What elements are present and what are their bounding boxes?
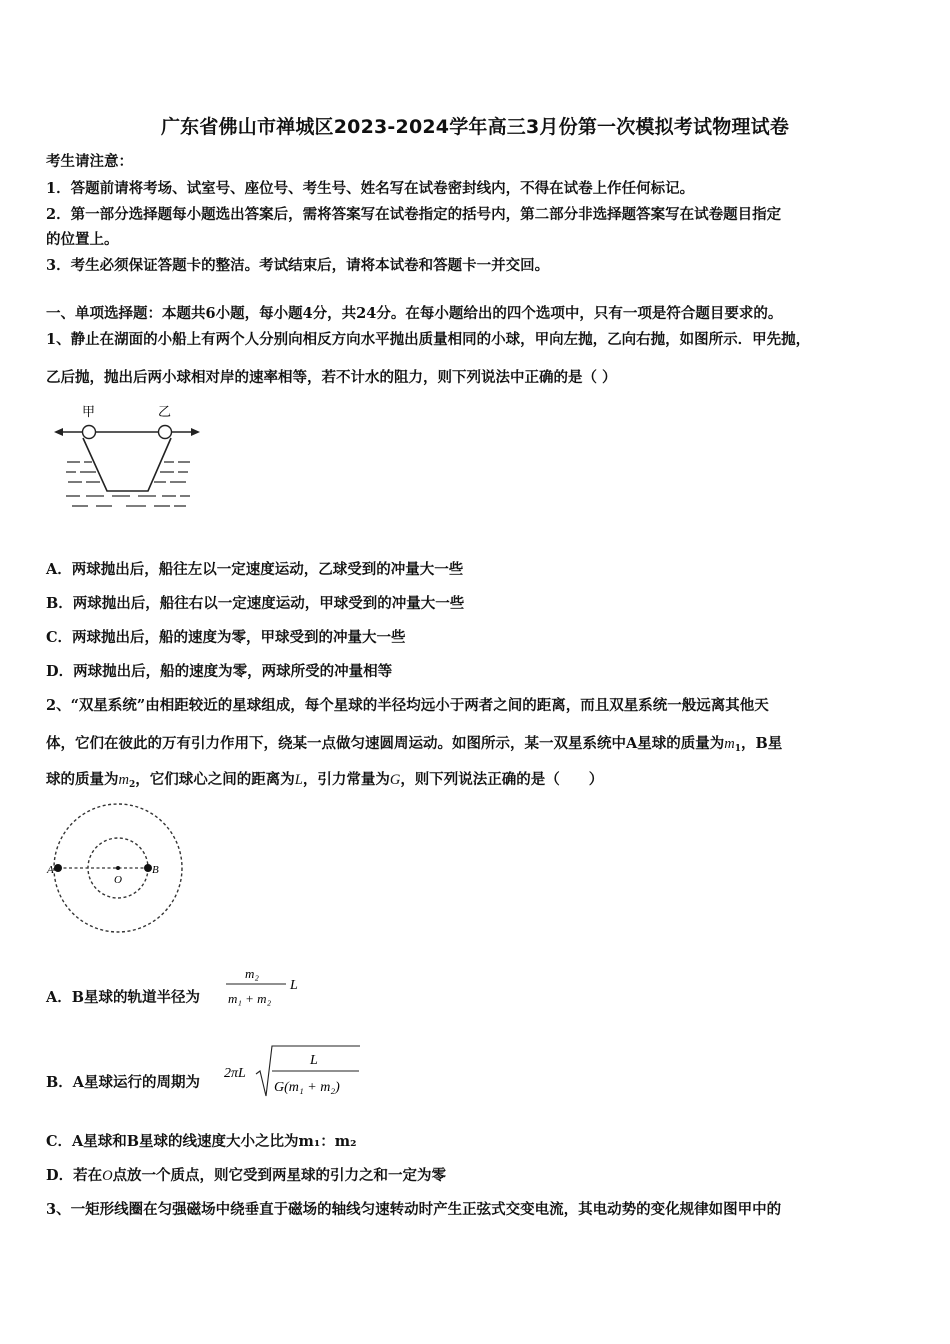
notice-item-2: 2．第一部分选择题每小题选出答案后，需将答案写在试卷指定的括号内，第二部分非选择题答案写在试卷题目指定 — [46, 206, 782, 223]
notice-item-2-cont: 的位置上。 — [46, 231, 119, 248]
water-lines — [66, 462, 190, 506]
left-arrow-icon — [54, 428, 63, 436]
ball-jia — [83, 426, 96, 439]
q1-option-c: C．两球抛出后，船的速度为零，甲球受到的冲量大一些 — [46, 629, 406, 646]
q2-stem-line1: 2、“双星系统”由相距较近的星球组成，每个星球的半径均远小于两者之间的距离，而且双星系统一般远离其他天 — [46, 697, 769, 714]
q2-stem-line2: 体，它们在彼此的万有引力作用下，绕某一点做匀速圆周运动。如图所示，某一双星系统中A星球的质量为$m_1$，B星 — [46, 735, 783, 754]
q2-option-a-formula — [222, 962, 304, 1010]
q2-option-d: D．若在O点放一个质点，则它受到两星球的引力之和一定为零 — [46, 1167, 447, 1184]
q1-option-d: D．两球抛出后，船的速度为零，两球所受的冲量相等 — [46, 663, 393, 680]
boat-hull — [83, 438, 171, 491]
q1-stem-line1: 1、静止在湖面的小船上有两个人分别向相反方向水平抛出质量相同的小球，甲向左抛，乙向右抛，如图所示．甲先抛， — [46, 331, 811, 348]
q1-boat-figure — [52, 400, 202, 510]
q2-option-a: A．B星球的轨道半径为 — [46, 989, 201, 1006]
figure-label-jia: 甲 — [82, 404, 96, 419]
notice-heading: 考生请注意： — [46, 153, 133, 170]
notice-item-1: 1．答题前请将考场、试室号、座位号、考生号、姓名写在试卷密封线内，不得在试卷上作任何标记。 — [46, 180, 695, 197]
q2-stem-line3: 球的质量为$m_2$，它们球心之间的距离为L，引力常量为G，则下列说法正确的是（ ） — [46, 771, 604, 790]
figure-label-yi: 乙 — [158, 404, 172, 419]
q1-option-b: B．两球抛出后，船往右以一定速度运动，甲球受到的冲量大一些 — [46, 595, 465, 612]
q1-option-a: A．两球抛出后，船往左以一定速度运动，乙球受到的冲量大一些 — [46, 561, 464, 578]
right-arrow-icon — [191, 428, 200, 436]
q3-stem-line1: 3、一矩形线圈在匀强磁场中绕垂直于磁场的轴线匀速转动时产生正弦式交变电流，其电动势的变化规律如图甲中的 — [46, 1201, 782, 1218]
notice-item-3: 3．考生必须保证答题卡的整洁。考试结束后，请将本试卷和答题卡一并交回。 — [46, 257, 550, 274]
star-a — [54, 864, 62, 872]
svg-text:G(m₁ + m₂): G(m₁ + m₂) — [274, 1080, 340, 1095]
svg-text:m₂: m₂ — [245, 966, 259, 981]
svg-text:L: L — [290, 978, 298, 993]
star-b — [144, 864, 152, 872]
label-b: B — [152, 864, 159, 876]
q2-option-b-formula — [222, 1040, 372, 1102]
label-o: O — [114, 874, 122, 886]
page-title: 广东省佛山市禅城区2023-2024学年高三3月份第一次模拟考试物理试卷 — [160, 116, 790, 138]
svg-text:L: L — [310, 1053, 318, 1068]
q2-option-b: B．A星球运行的周期为 — [46, 1074, 201, 1091]
q1-stem-line2: 乙后抛，抛出后两小球相对岸的速率相等，若不计水的阻力，则下列说法中正确的是（ ） — [46, 369, 617, 386]
svg-text:2πL: 2πL — [224, 1066, 246, 1081]
q2-option-c: C．A星球和B星球的线速度大小之比为m₁：m₂ — [46, 1133, 357, 1150]
center-o — [116, 866, 120, 870]
label-a: A — [47, 864, 54, 876]
q2-binary-star-figure — [44, 800, 194, 938]
section-heading: 一、单项选择题：本题共6小题，每小题4分，共24分。在每小题给出的四个选项中，只有一项是符合题目要求的。 — [46, 305, 783, 322]
svg-text:m₁ + m₂: m₁ + m₂ — [228, 991, 272, 1006]
ball-yi — [159, 426, 172, 439]
